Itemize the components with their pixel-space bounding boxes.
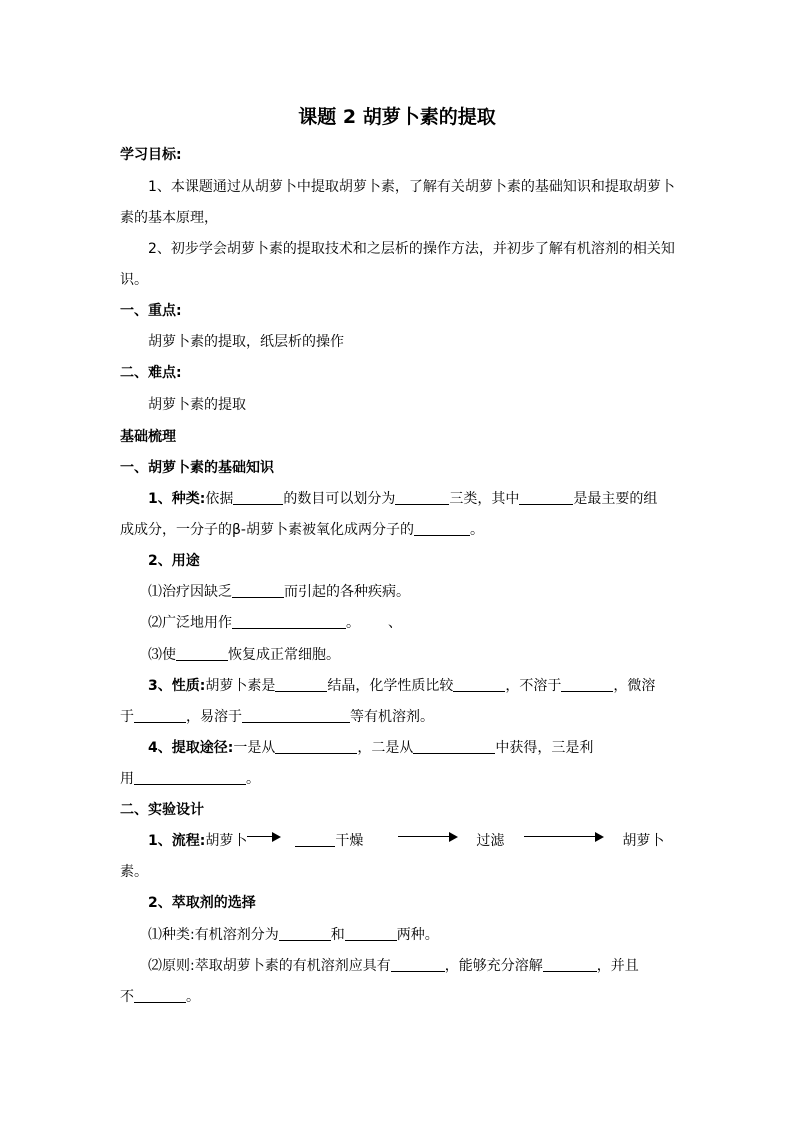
path-line-2: 用 。 xyxy=(120,771,260,787)
kinds-line-2: 成成分，一分子的β-胡萝卜素被氧化成两分子的 。 xyxy=(120,522,484,538)
fill-blank[interactable] xyxy=(242,709,350,723)
key-point-heading: 一、重点: xyxy=(120,303,182,319)
fill-blank[interactable] xyxy=(345,927,397,941)
path-label: 4、提取途径: xyxy=(148,740,234,756)
fill-blank[interactable] xyxy=(176,647,228,661)
fill-blank[interactable] xyxy=(232,615,346,629)
section-2-heading: 二、实验设计 xyxy=(120,802,204,818)
solvent-principle-line-1: ⑵原则:萃取胡萝卜素的有机溶剂应具有 ，能够充分溶解 ，并且 xyxy=(148,958,639,974)
objective-1-line-1: 1、本课题通过从胡萝卜中提取胡萝卜素，了解有关胡萝卜素的基础知识和提取胡萝卜 xyxy=(148,179,675,195)
solvent-heading: 2、萃取剂的选择 xyxy=(148,895,256,911)
fill-blank[interactable] xyxy=(561,678,613,692)
fill-blank[interactable] xyxy=(543,958,597,972)
fill-blank[interactable] xyxy=(295,833,335,847)
difficulty-heading: 二、难点: xyxy=(120,365,182,381)
fill-blank[interactable] xyxy=(391,958,445,972)
page-title: 课题 2 胡萝卜素的提取 xyxy=(298,106,496,128)
difficulty-text: 胡萝卜素的提取 xyxy=(148,397,246,413)
path-line-1: 4、提取途径:一是从 ，二是从 中获得，三是利 xyxy=(148,740,594,756)
objectives-heading: 学习目标: xyxy=(120,147,182,163)
fill-blank[interactable] xyxy=(279,927,331,941)
fill-blank[interactable] xyxy=(232,584,284,598)
fill-blank[interactable] xyxy=(413,740,495,754)
objective-2-line-1: 2、初步学会胡萝卜素的提取技术和之层析的操作方法，并初步了解有机溶剂的相关知 xyxy=(148,241,675,257)
fill-blank[interactable] xyxy=(395,491,449,505)
flow-line-2: 素。 xyxy=(120,864,148,880)
fill-blank[interactable] xyxy=(134,989,186,1003)
fill-blank[interactable] xyxy=(233,491,283,505)
kinds-line-1: 1、种类:依据 的数目可以划分为 三类，其中 是最主要的组 xyxy=(148,491,658,507)
fill-blank[interactable] xyxy=(275,740,357,754)
flow-line-1: 1、流程:胡萝卜 干燥 过滤 胡萝卜 xyxy=(148,833,665,849)
objective-2-line-2: 识。 xyxy=(120,272,148,288)
fill-blank[interactable] xyxy=(134,709,186,723)
fill-blank[interactable] xyxy=(134,771,246,785)
objective-1-line-2: 素的基本原理， xyxy=(120,210,218,226)
fill-blank[interactable] xyxy=(453,678,505,692)
fill-blank[interactable] xyxy=(414,522,470,536)
flow-label: 1、流程: xyxy=(148,833,206,849)
key-point-text: 胡萝卜素的提取，纸层析的操作 xyxy=(148,334,344,350)
use-3: ⑶使 恢复成正常细胞。 xyxy=(148,647,340,663)
solvent-kinds: ⑴种类:有机溶剂分为 和 两种。 xyxy=(148,927,439,943)
section-1-heading: 一、胡萝卜素的基础知识 xyxy=(120,460,274,476)
property-line-1: 3、性质:胡萝卜素是 结晶，化学性质比较 ，不溶于 ，微溶 xyxy=(148,678,656,694)
use-2: ⑵广泛地用作 。 、 xyxy=(148,615,402,631)
fill-blank[interactable] xyxy=(519,491,573,505)
arrow-right-icon xyxy=(524,832,604,842)
basics-heading: 基础梳理 xyxy=(120,429,176,445)
property-line-2: 于 ，易溶于 等有机溶剂。 xyxy=(120,709,434,725)
arrow-right-icon xyxy=(398,832,458,842)
arrow-right-icon xyxy=(247,832,281,842)
property-label: 3、性质: xyxy=(148,678,206,694)
use-1: ⑴治疗因缺乏 而引起的各种疾病。 xyxy=(148,584,410,600)
fill-blank[interactable] xyxy=(275,678,327,692)
kinds-label: 1、种类: xyxy=(148,491,206,507)
use-heading: 2、用途 xyxy=(148,553,200,569)
solvent-principle-line-2: 不 。 xyxy=(120,989,200,1005)
